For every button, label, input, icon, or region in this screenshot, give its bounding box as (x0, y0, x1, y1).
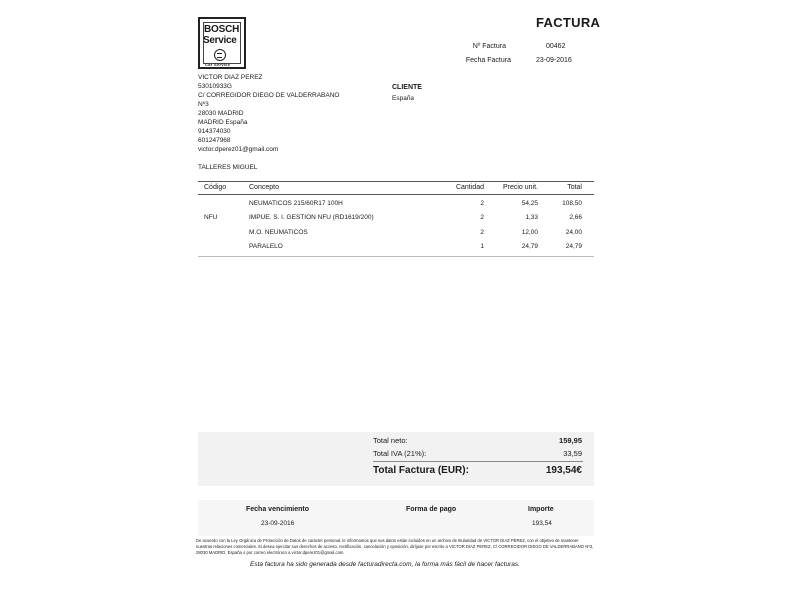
logo-line-2: Service (203, 35, 237, 46)
totals-rule (373, 461, 583, 462)
due-date-value: 23-09-2016 (261, 520, 295, 527)
sender-block (198, 73, 339, 154)
header-unit-price: Precio unit. (502, 184, 538, 191)
table-header-rule (198, 194, 594, 195)
row-3-total: 24,00 (565, 229, 582, 236)
row-4-qty: 1 (480, 243, 484, 250)
header-concept: Concepto (249, 184, 279, 191)
row-2-total: 2,66 (569, 214, 582, 221)
table-bottom-rule (198, 256, 594, 257)
invoice-date-label: Fecha Factura (465, 57, 511, 64)
amount-value: 193,54 (532, 520, 552, 527)
row-1-qty: 2 (480, 200, 484, 207)
sender-phone-2: 601247968 (198, 137, 231, 144)
client-country: España (392, 95, 415, 102)
net-total-label: Total neto: (373, 436, 408, 445)
net-total-value: 159,95 (559, 436, 582, 445)
row-2-code: NFU (204, 214, 218, 221)
table-top-rule (198, 181, 594, 182)
row-3-unit-price: 12,00 (521, 229, 538, 236)
sender-address: C/ CORREGIDOR DIEGO DE VALDERRABANO (198, 92, 340, 99)
due-date-label: Fecha vencimiento (246, 506, 310, 513)
header-total: Total (567, 184, 582, 191)
payment-method-label: Forma de pago (406, 506, 457, 513)
header-qty: Cantidad (455, 184, 484, 191)
sender-postal-city: 28030 MADRID (198, 110, 244, 117)
document-title: FACTURA (536, 15, 601, 30)
row-1-unit-price: 54,25 (521, 200, 538, 207)
row-3-qty: 2 (480, 229, 484, 236)
invoice-total-value: 193,54€ (545, 465, 582, 476)
row-4-unit-price: 24,79 (521, 243, 538, 250)
sender-region-country: MADRID España (198, 119, 248, 126)
row-3-concept: M.O. NEUMATICOS (249, 229, 308, 236)
invoice-number-label: Nº Factura (472, 43, 506, 50)
logo-line-3: Car Service (205, 62, 231, 67)
bosch-emblem-icon (214, 49, 226, 61)
row-2-qty: 2 (480, 214, 484, 221)
row-1-concept: NEUMATICOS 215/60R17 100H (249, 200, 343, 207)
row-2-concept: IMPUE. S. I. GESTION NFU (RD1619/200) (249, 214, 374, 221)
vat-total-value: 33,59 (563, 449, 582, 458)
row-4-concept: PARALELO (249, 243, 283, 250)
row-4-total: 24,79 (565, 243, 582, 250)
invoice-total-label: Total Factura (EUR): (373, 465, 469, 476)
row-1-total: 108,50 (562, 200, 582, 207)
logo-line-1: BOSCH (204, 24, 240, 35)
invoice-number: 00462 (546, 43, 566, 50)
shop-name: TALLERES MIGUEL (198, 164, 258, 171)
amount-label: Importe (528, 506, 554, 513)
sender-phone-1: 914374030 (198, 128, 231, 135)
invoice-date: 23-09-2016 (536, 57, 572, 64)
sender-number: Nº3 (198, 101, 209, 108)
bosch-service-logo (198, 17, 246, 69)
row-2-unit-price: 1,33 (525, 214, 538, 221)
sender-tax-id: 53010933G (198, 83, 232, 90)
generated-note: Esta factura ha sido generada desde facturadirecta.com, la forma más fácil de hacer facturas. (250, 561, 520, 568)
vat-total-label: Total IVA (21%): (373, 449, 427, 458)
sender-name: VICTOR DIAZ PEREZ (198, 74, 263, 81)
client-label: CLIENTE (392, 84, 422, 91)
legal-notice: De acuerdo con la Ley Orgánica de Protección de Datos de carácter personal, le informamos que sus datos están incluidos en un archivo de titularidad de VICTOR DIAZ PEREZ, con el objetivo de mantener nuestras relaciones comerciales. Si desea ejercitar sus derechos de acceso, rectificación, cancelación y oposición, diríjase por escrito a VICTOR DIAZ PEREZ, C/ CORREGIDOR DIEGO DE VALDERRABANO Nº3, 28030 MADRID, España o por correo electrónico a victor.dperez01@gmail.com. (196, 538, 594, 555)
header-code: Código (204, 184, 227, 191)
sender-email: victor.dperez01@gmail.com (198, 146, 279, 153)
